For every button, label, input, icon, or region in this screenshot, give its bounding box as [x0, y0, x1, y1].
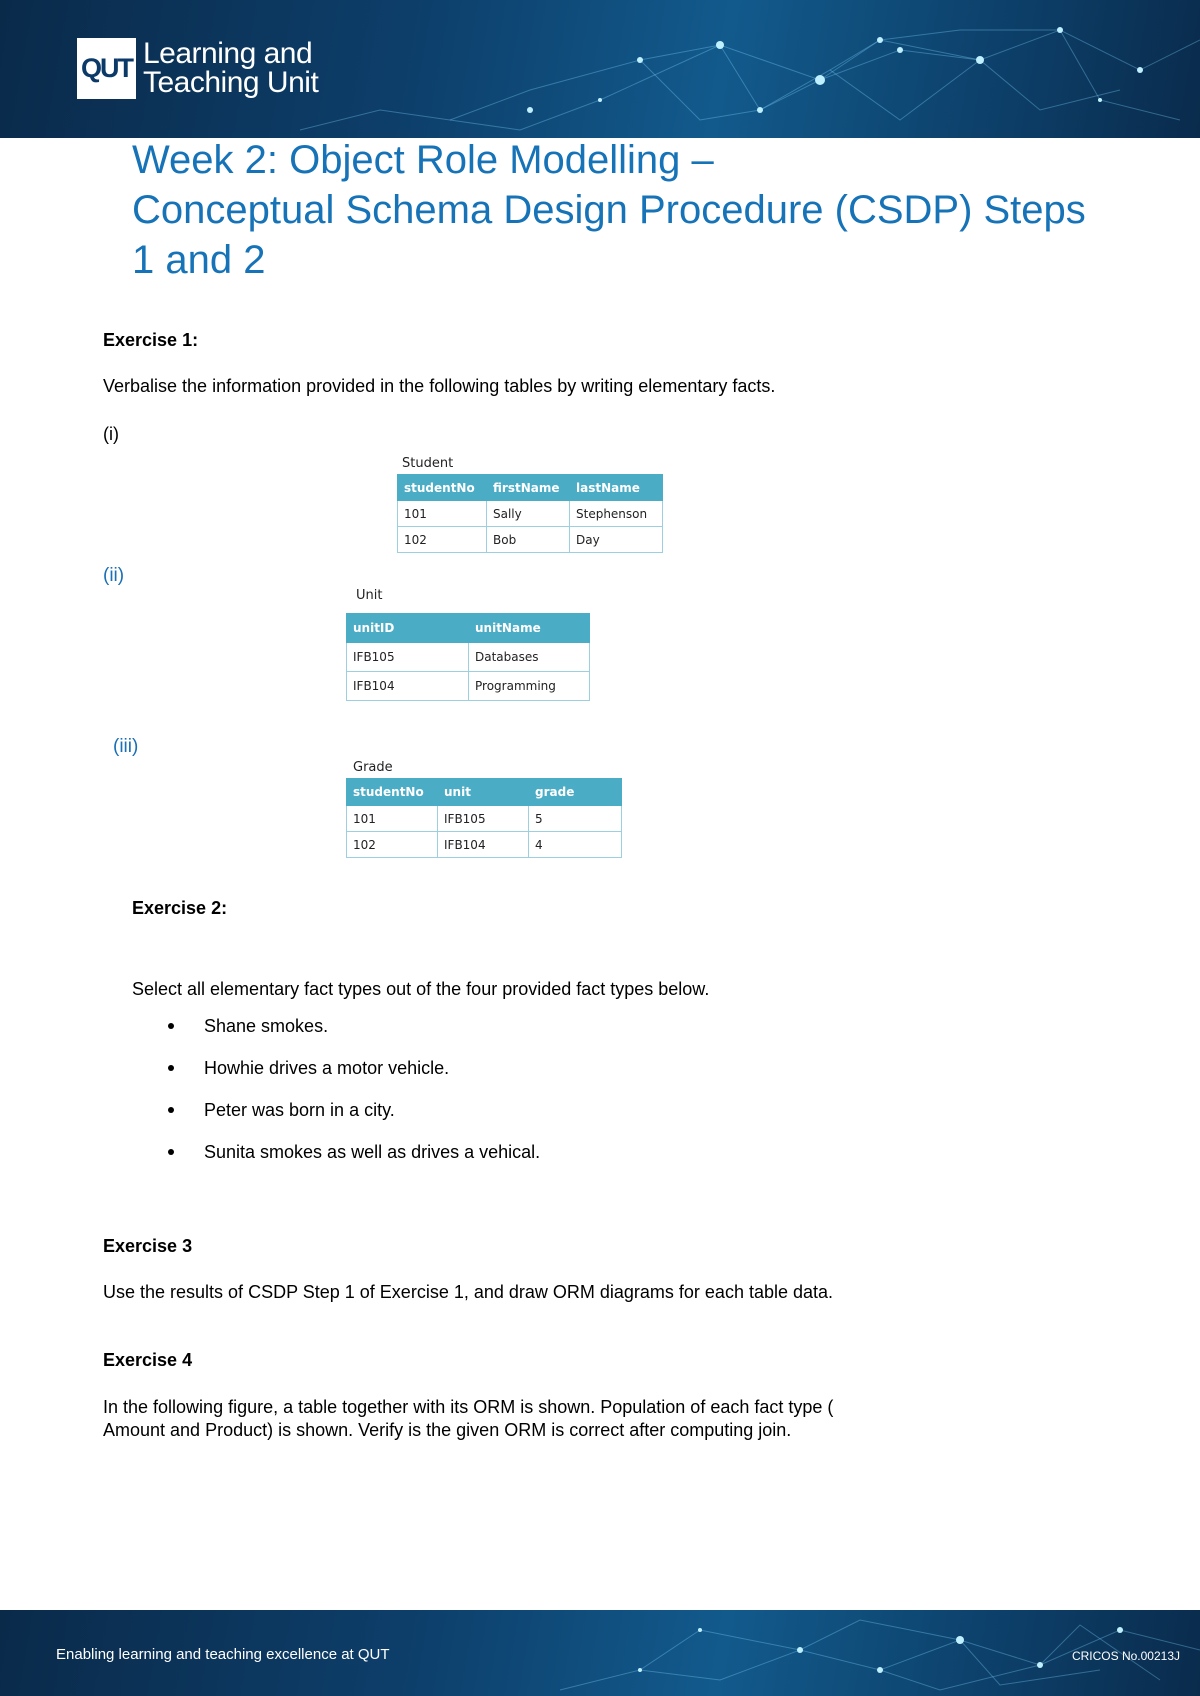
- table-cell: IFB105: [347, 643, 469, 672]
- table-cell: 102: [347, 832, 438, 858]
- exercise2-heading: Exercise 2:: [132, 898, 228, 918]
- table-row: [398, 527, 663, 553]
- part-ii-label: (ii): [103, 565, 125, 586]
- table-cell: Day: [570, 527, 663, 553]
- exercise1-heading: Exercise 1:: [103, 330, 199, 350]
- qut-logo: QUT: [77, 38, 136, 99]
- student-table-caption: Student: [402, 456, 454, 471]
- table-header: unitName: [469, 614, 590, 643]
- bullet-icon: [168, 1065, 174, 1071]
- table-cell: Stephenson: [570, 501, 663, 527]
- table-header: unitID: [347, 614, 469, 643]
- table-cell: 102: [398, 527, 487, 553]
- table-cell: IFB105: [438, 806, 529, 832]
- table-cell: 5: [529, 806, 622, 832]
- table-header: firstName: [487, 475, 570, 501]
- exercise4-heading: Exercise 4: [103, 1350, 193, 1370]
- table-cell: Sally: [487, 501, 570, 527]
- bullet-icon: [168, 1107, 174, 1113]
- table-row: [347, 832, 622, 858]
- table-header: studentNo: [398, 475, 487, 501]
- table-cell: 101: [347, 806, 438, 832]
- unit-table-caption: Unit: [356, 588, 383, 603]
- cricos-number: CRICOS No.00213J: [1071, 1649, 1180, 1663]
- student-table: [397, 474, 663, 553]
- fact-type-list: [168, 1014, 540, 1182]
- table-row: [347, 806, 622, 832]
- list-item: Sunita smokes as well as drives a vehical.: [168, 1140, 540, 1182]
- exercise1-instruction: Verbalise the information provided in the following tables by writing elementary facts.: [103, 376, 776, 396]
- unit-table: [346, 613, 590, 701]
- list-item: Howhie drives a motor vehicle.: [168, 1056, 540, 1098]
- table-header: studentNo: [347, 779, 438, 806]
- exercise3-heading: Exercise 3: [103, 1236, 193, 1256]
- bullet-icon: [168, 1149, 174, 1155]
- table-cell: Databases: [469, 643, 590, 672]
- list-item: Shane smokes.: [168, 1014, 540, 1056]
- exercise2-instruction: Select all elementary fact types out of the four provided fact types below.: [132, 979, 710, 999]
- unit-name: Learning and Teaching Unit: [143, 37, 319, 99]
- table-cell: 101: [398, 501, 487, 527]
- table-cell: Programming: [469, 672, 590, 701]
- grade-table: [346, 778, 622, 858]
- header-banner: [0, 0, 1200, 138]
- table-cell: 4: [529, 832, 622, 858]
- table-header: grade: [529, 779, 622, 806]
- table-row: [347, 672, 590, 701]
- table-cell: Bob: [487, 527, 570, 553]
- list-item: Peter was born in a city.: [168, 1098, 540, 1140]
- table-header: lastName: [570, 475, 663, 501]
- table-header: unit: [438, 779, 529, 806]
- exercise3-text: Use the results of CSDP Step 1 of Exercise 1, and draw ORM diagrams for each table data.: [103, 1282, 834, 1302]
- table-row: [347, 643, 590, 672]
- bullet-icon: [168, 1023, 174, 1029]
- part-i-label: (i): [103, 424, 119, 444]
- table-cell: IFB104: [347, 672, 469, 701]
- table-row: [398, 501, 663, 527]
- exercise4-text: In the following figure, a table together with its ORM is shown. Population of each fact type ( Amount and Product) is shown. Verify is the given ORM is correct after computing join.: [103, 1397, 834, 1440]
- part-iii-label: (iii): [113, 736, 139, 757]
- footer-tagline: Enabling learning and teaching excellence at QUT: [56, 1646, 390, 1663]
- table-cell: IFB104: [438, 832, 529, 858]
- page-title: Week 2: Object Role Modelling – Conceptual Schema Design Procedure (CSDP) Steps 1 and 2: [132, 138, 1086, 282]
- grade-table-caption: Grade: [353, 760, 393, 775]
